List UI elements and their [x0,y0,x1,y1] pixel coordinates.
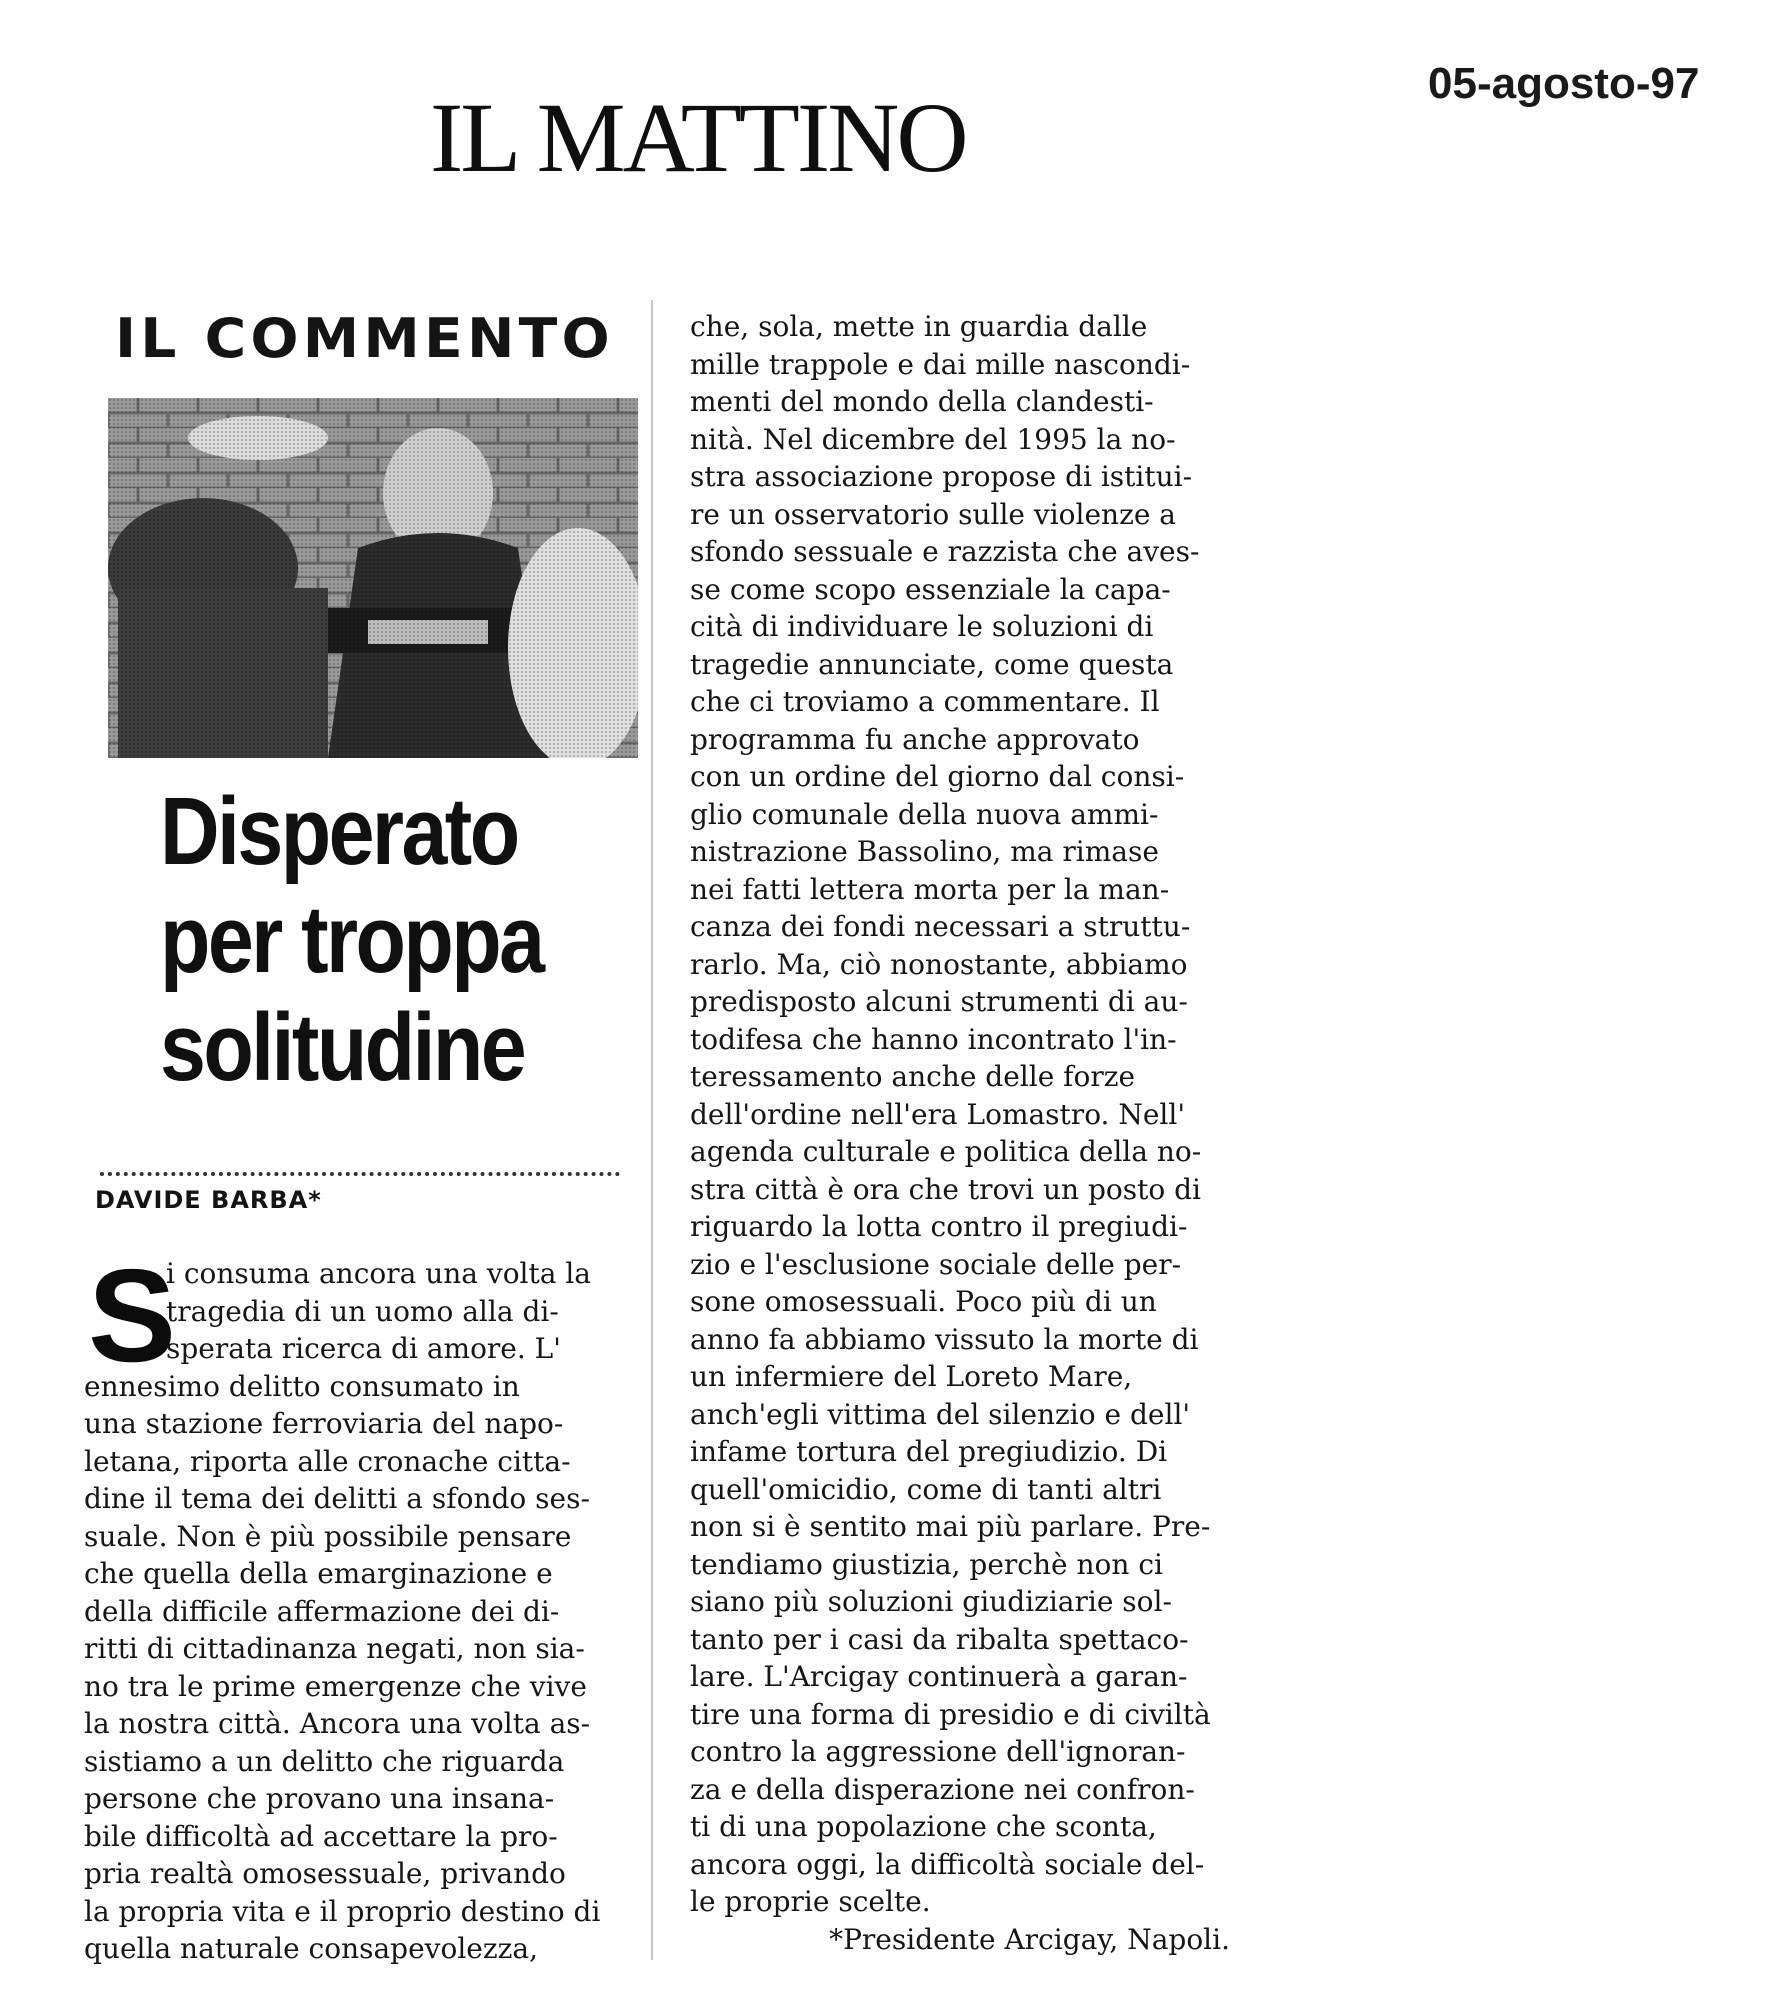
headline-line: per troppa [160,886,543,993]
article-column-2 [690,308,1250,1958]
text-line: i consuma ancora una volta la [166,1257,592,1290]
text-line: che quella della emarginazione e [84,1557,553,1590]
headline-line: solitudine [160,994,525,1101]
section-rubric: IL COMMENTO [115,307,614,370]
text-line: nistrazione Bassolino, ma rimase [690,835,1159,868]
text-line: predisposto alcuni strumenti di au- [690,985,1188,1018]
text-line: teressamento anche delle forze [690,1060,1136,1093]
text-line: anch'egli vittima del silenzio e dell' [690,1397,1191,1431]
article-column-1 [84,1255,624,1968]
text-line: sistiamo a un delitto che riguarda [84,1744,565,1778]
text-line: menti del mondo della clandesti- [690,385,1154,418]
text-line: anno fa abbiamo vissuto la morte di [690,1322,1199,1356]
text-line: quell'omicidio, come di tanti altri [690,1472,1162,1506]
article-photo [108,398,638,758]
text-line: nei fatti lettera morta per la man- [690,872,1170,906]
text-line: pria realtà omosessuale, privando [84,1857,566,1890]
text-line: una stazione ferroviaria del napo- [84,1407,564,1440]
text-line: bile difficoltà ad accettare la pro- [84,1819,558,1853]
text-line: ennesimo delitto consumato in [84,1369,520,1403]
text-line: sfondo sessuale e razzista che aves- [690,535,1200,568]
text-line: programma fu anche approvato [690,722,1140,756]
text-line: persone che provano una insana- [84,1782,555,1815]
headline-line: Disperato [160,778,518,885]
text-line: della difficile affermazione dei di- [84,1594,560,1628]
text-line: mille trappole e dai mille nascondi- [690,347,1191,381]
text-line: riguardo la lotta contro il pregiudi- [690,1210,1188,1243]
dotted-rule [100,1172,620,1176]
author-signature: *Presidente Arcigay, Napoli. [829,1922,1230,1956]
text-line: quella naturale consapevolezza, [84,1932,538,1965]
text-line: todifesa che hanno incontrato l'in- [690,1022,1177,1056]
text-line: ritti di cittadinanza negati, non sia- [84,1632,585,1665]
text-line: con un ordine del giorno dal consi- [690,760,1185,793]
column-divider [651,300,653,1960]
text-line: suale. Non è più possibile pensare [84,1519,572,1553]
text-line: dell'ordine nell'era Lomastro. Nell' [690,1097,1186,1131]
text-line: le proprie scelte. [690,1885,931,1918]
text-line: nità. Nel dicembre del 1995 la no- [690,422,1176,456]
text-line: tendiamo giustizia, perchè non ci [690,1547,1163,1581]
text-line: cità di individuare le soluzioni di [690,610,1154,643]
text-line: rarlo. Ma, ciò nonostante, abbiamo [690,947,1188,981]
text-line: re un osservatorio sulle violenze a [690,497,1176,531]
text-line: tragedie annunciate, come questa [690,647,1174,681]
text-line: lare. L'Arcigay continuerà a garan- [690,1660,1188,1693]
text-line: infame tortura del pregiudizio. Di [690,1435,1168,1468]
text-line: zio e l'esclusione sociale delle per- [690,1247,1182,1281]
text-line: letana, riporta alle cronache citta- [84,1444,571,1478]
text-line: tire una forma di presidio e di civiltà [690,1697,1211,1731]
text-line: stra associazione propose di istitui- [690,460,1193,493]
text-line: sperata ricerca di amore. L' [166,1332,561,1365]
text-line: agenda culturale e politica della no- [690,1135,1202,1168]
author-byline: DAVIDE BARBA* [95,1186,322,1214]
text-line: tanto per i casi da ribalta spettaco- [690,1622,1189,1656]
text-line: sone omosessuali. Poco più di un [690,1285,1157,1318]
text-line: se come scopo essenziale la capa- [690,572,1171,606]
text-line: dine il tema dei delitti a sfondo ses- [84,1482,590,1515]
article-headline [160,778,564,1102]
text-line: ancora oggi, la difficoltà sociale del- [690,1847,1205,1881]
text-line: non si è sentito mai più parlare. Pre- [690,1510,1211,1543]
text-line: canza dei fondi necessari a struttu- [690,910,1191,943]
newspaper-masthead: IL MATTINO [430,82,966,193]
text-line: la propria vita e il proprio destino di [84,1894,601,1928]
text-line: ti di una popolazione che sconta, [690,1810,1157,1843]
text-line: stra città è ora che trovi un posto di [690,1172,1201,1206]
text-line: za e della disperazione nei confron- [690,1772,1195,1806]
text-line: che, sola, mette in guardia dalle [690,310,1148,343]
publication-date: 05-agosto-97 [1428,59,1700,108]
text-line: glio comunale della nuova ammi- [690,797,1159,831]
text-line: un infermiere del Loreto Mare, [690,1360,1133,1393]
drop-cap: S [88,1242,177,1389]
text-line: tragedia di un uomo alla di- [166,1294,559,1328]
text-line: la nostra città. Ancora una volta as- [84,1707,591,1740]
text-line: che ci troviamo a commentare. Il [690,685,1160,718]
text-line: siano più soluzioni giudiziarie sol- [690,1585,1172,1618]
text-line: contro la aggressione dell'ignoran- [690,1735,1186,1768]
text-line: no tra le prime emergenze che vive [84,1669,587,1703]
